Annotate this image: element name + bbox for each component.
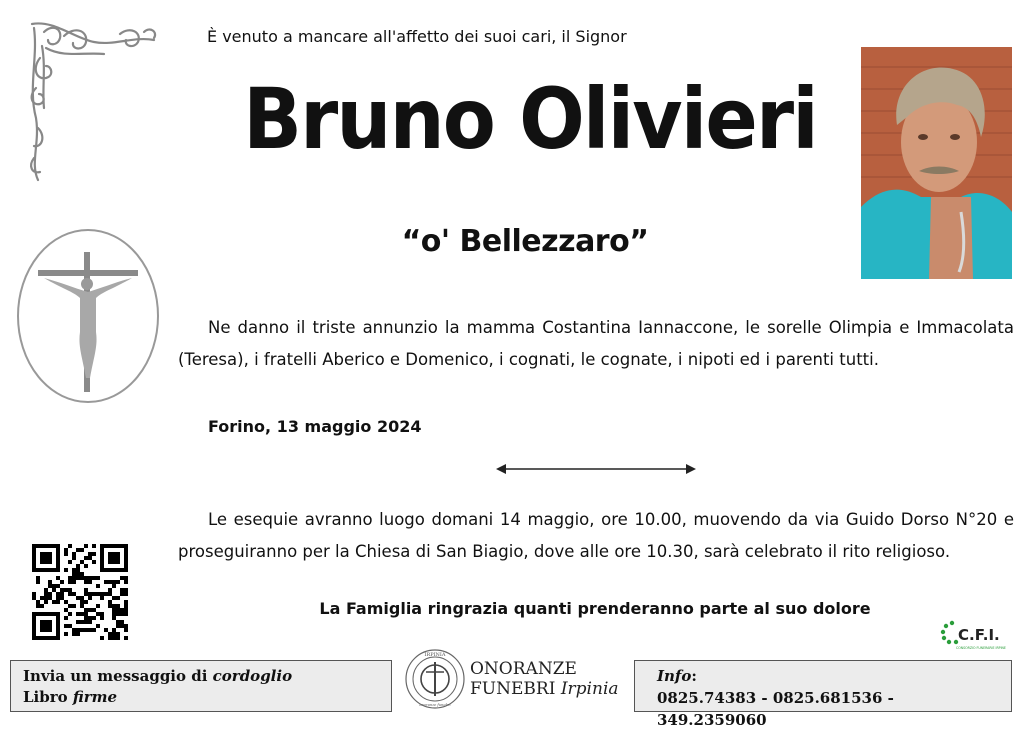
- info-label: Info: [657, 667, 692, 685]
- guestbook-prefix: Libro: [23, 688, 73, 706]
- condolence-box[interactable]: [10, 660, 392, 712]
- condolence-link[interactable]: [23, 666, 379, 687]
- phone-numbers[interactable]: 0825.74383 - 0825.681536 - 349.2359060: [657, 689, 894, 729]
- double-arrow-divider: [494, 461, 698, 480]
- flourish-corner-icon: [24, 18, 164, 192]
- logo-line-1: ONORANZE: [470, 659, 577, 679]
- funeral-home-logo-icon: [404, 648, 466, 714]
- qr-code-icon[interactable]: [32, 544, 128, 644]
- info-colon: :: [691, 667, 697, 685]
- funeral-details-paragraph: Le esequie avranno luogo domani 14 maggio, ore 10.00, muovendo da via Guido Dorso N°20 e proseguiranno per la Chiesa di San Biagio, dove alle ore 10.30, sarà celebrato il rito religioso.: [178, 510, 1014, 561]
- deceased-photo: [861, 47, 1012, 279]
- condolence-em: cordoglio: [212, 667, 293, 685]
- family-thanks: La Famiglia ringrazia quanti prenderanno parte al suo dolore: [319, 599, 871, 618]
- guestbook-em: firme: [72, 688, 118, 706]
- cfi-logo-icon: [940, 618, 1006, 656]
- logo-ring-bottom: onoranze funebri: [419, 703, 451, 707]
- crucifix-icon: [16, 228, 160, 408]
- cfi-sublabel: CONSORZIO FUNERARIE IRPINE: [956, 646, 1006, 650]
- info-box: [634, 660, 1012, 729]
- nickname: “o' Bellezzaro”: [401, 224, 649, 259]
- logo-line-2b: Irpinia: [560, 679, 619, 699]
- funeral-home-name: [470, 659, 619, 699]
- condolence-prefix: Invia un messaggio di: [23, 667, 213, 685]
- logo-line-2a: FUNEBRI: [470, 679, 561, 699]
- place-date: Forino, 13 maggio 2024: [208, 417, 422, 436]
- logo-ring-top: IRPINIA: [424, 652, 446, 658]
- cfi-label: C.F.I.: [958, 626, 1000, 644]
- deceased-name: Bruno Olivieri: [243, 70, 817, 168]
- intro-text: È venuto a mancare all'affetto dei suoi cari, il Signor: [207, 27, 627, 46]
- announcement-paragraph: Ne danno il triste annunzio la mamma Costantina Iannaccone, le sorelle Olimpia e Immacolata (Teresa), i fratelli Aberico e Domenico, i cognati, le cognate, i nipoti ed i parenti tutti.: [178, 318, 1014, 369]
- guestbook-link[interactable]: [23, 687, 379, 708]
